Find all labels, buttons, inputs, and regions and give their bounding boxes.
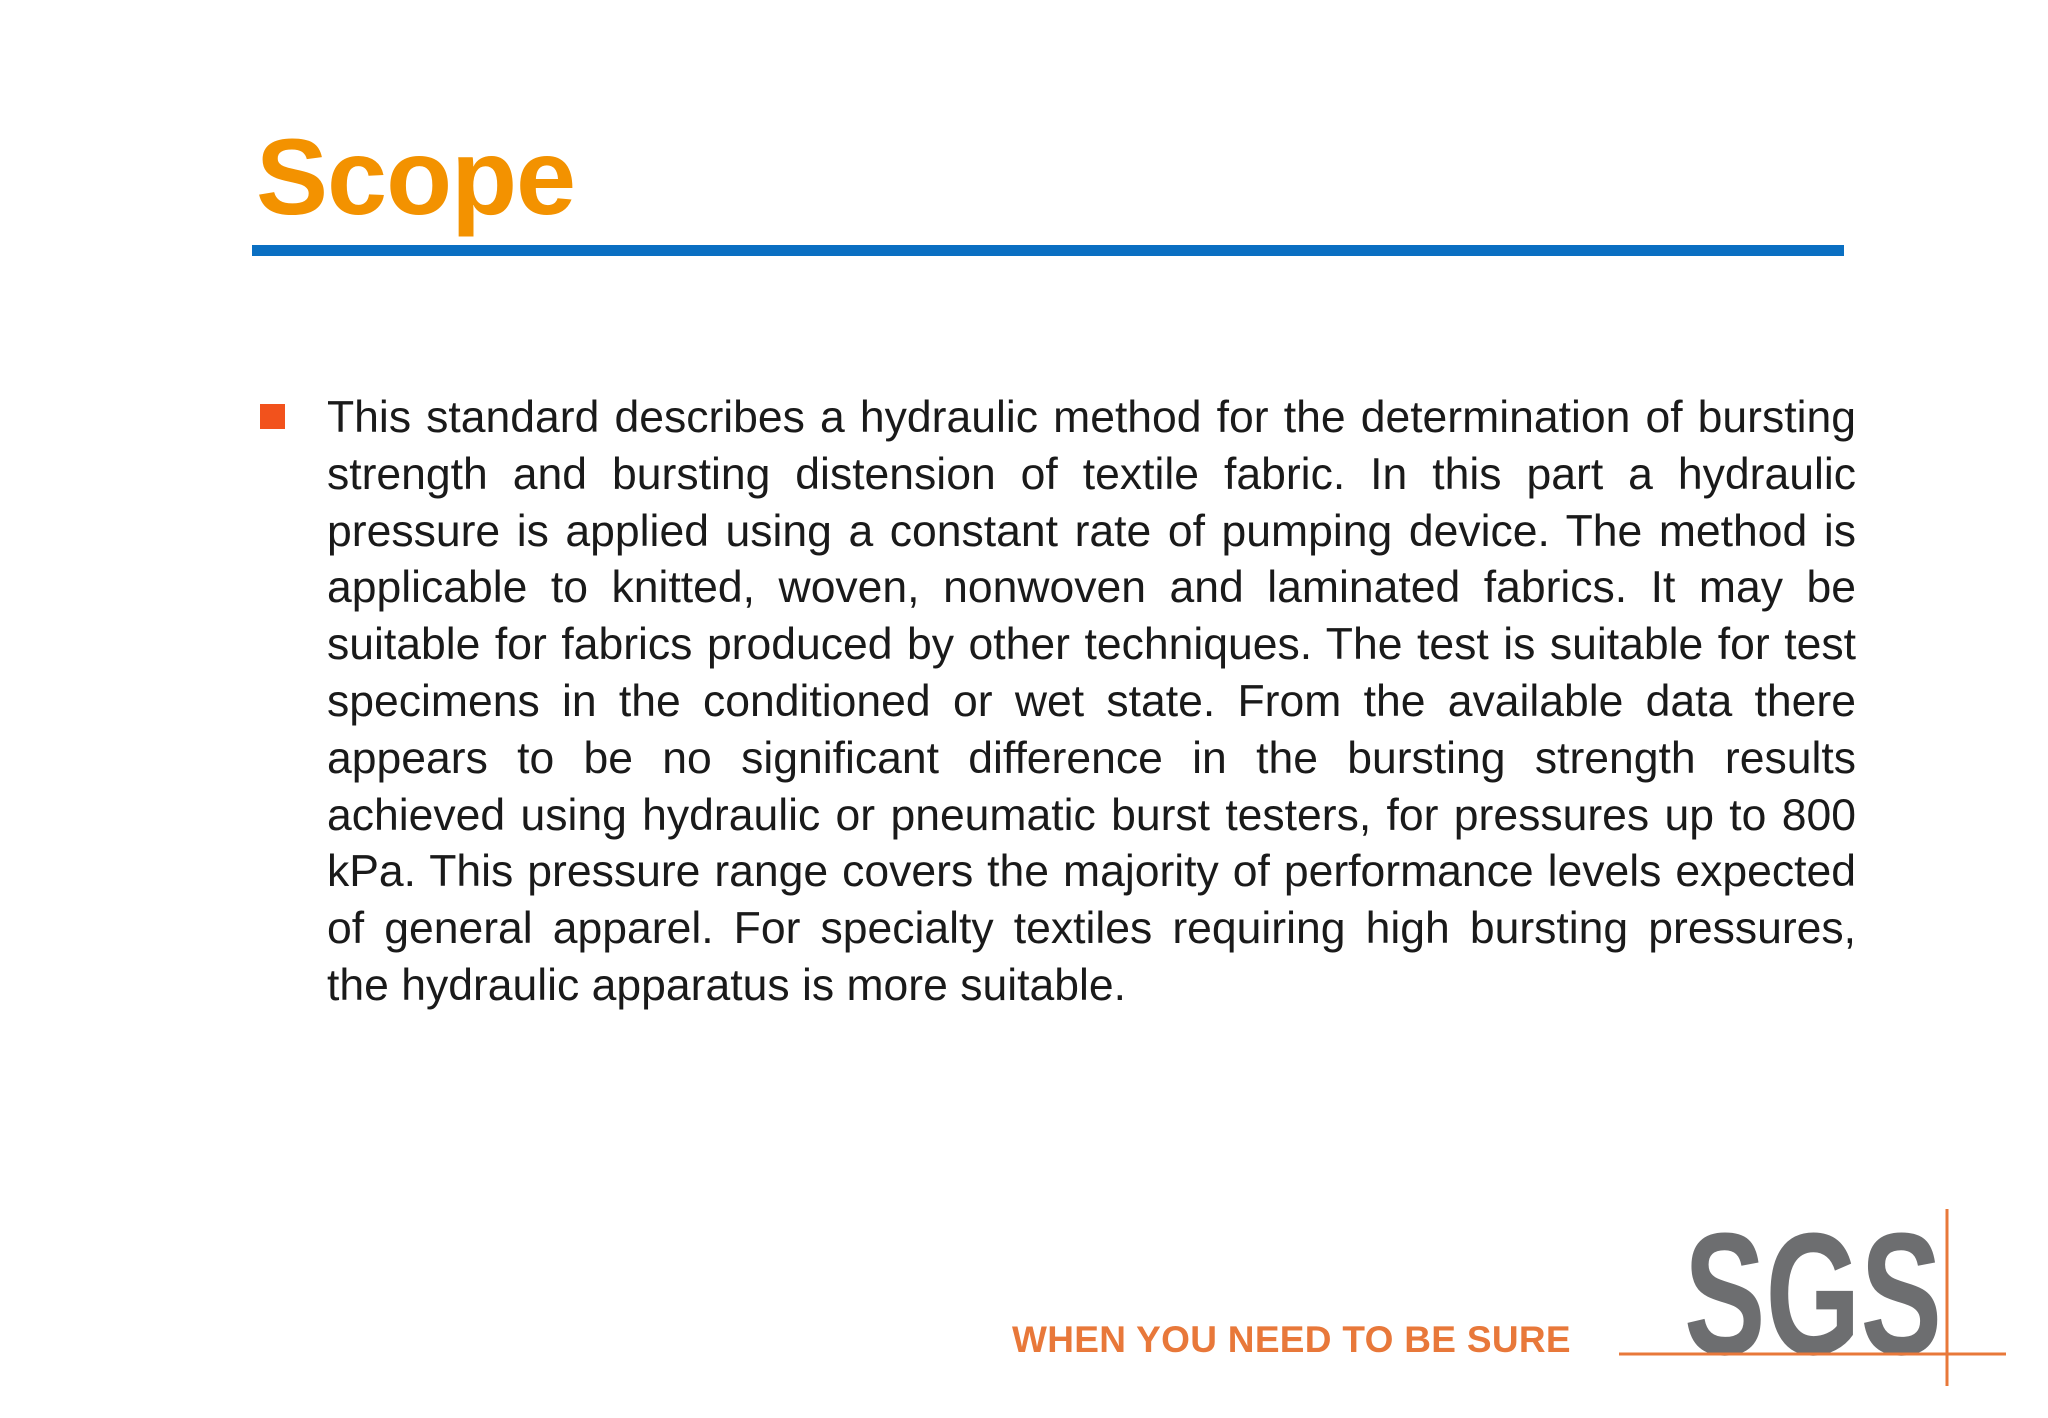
sgs-logo xyxy=(1616,1196,2008,1391)
bullet-text: This standard describes a hydraulic method for the determination of bursting strength and bursting distension of textile fabric. In this part a hydraulic pressure is applied using a constant rate of pumping device. The method is applicable to knitted, woven, nonwoven and laminated fabrics. It may be suitable for fabrics produced by other techniques. The test is suitable for test specimens in the conditioned or wet state. From the available data there appears to be no significant difference in the bursting strength results achieved using hydraulic or pneumatic burst testers, for pressures up to 800 kPa. This pressure range covers the majority of performance levels expected of general apparel. For specialty textiles requiring high bursting pressures, the hydraulic apparatus is more suitable. xyxy=(327,393,1856,1010)
slide-title: Scope xyxy=(256,116,576,237)
square-bullet-icon xyxy=(260,404,285,429)
footer-tagline: WHEN YOU NEED TO BE SURE xyxy=(1012,1319,1571,1360)
sgs-logo-text: SGS xyxy=(1684,1196,1942,1391)
title-underline xyxy=(252,245,1844,256)
